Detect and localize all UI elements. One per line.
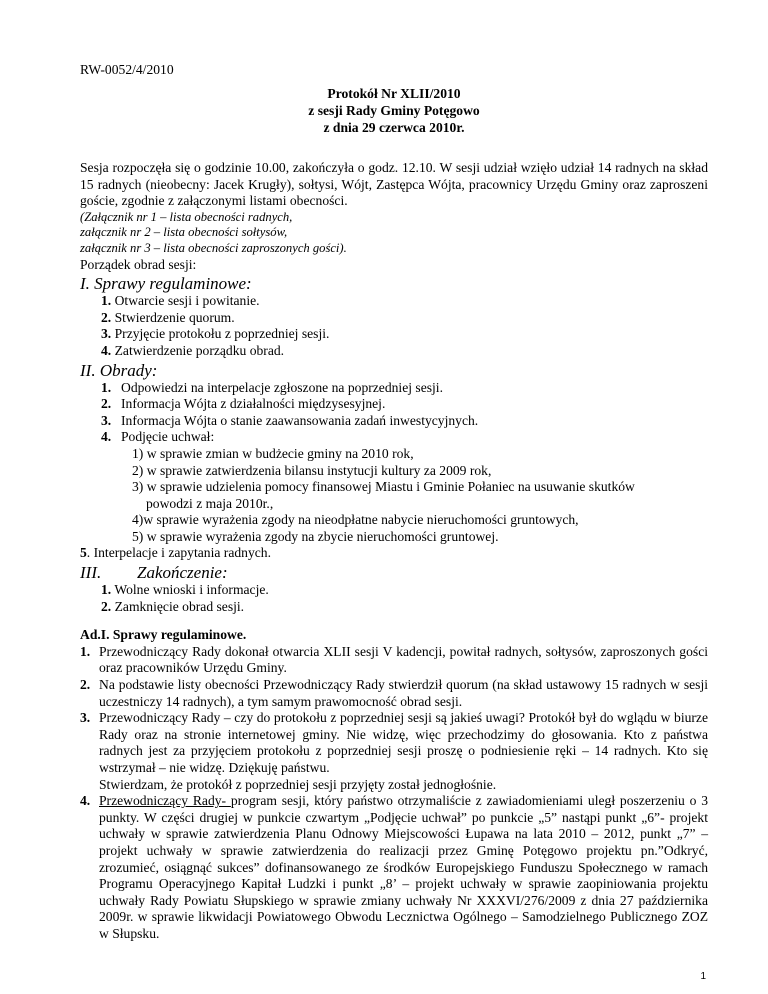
agenda-label: Porządek obrad sesji: (80, 256, 197, 272)
list-item: 3. Informacja Wójta o stanie zaawansowania zadań inwestycyjnych. (101, 412, 479, 428)
section-heading: III. Zakończenie: (80, 563, 228, 583)
sub-list-item: 3) w sprawie udzielenia pomocy finansowej Miastu i Gminie Połaniec na usuwanie skutków (132, 479, 635, 495)
document-body (80, 160, 708, 943)
list-item: 3. Przyjęcie protokołu z poprzedniej sesji. (101, 326, 330, 342)
list-item: 1. Odpowiedzi na interpelacje zgłoszone na poprzedniej sesji. (101, 379, 443, 395)
page-number: 1 (700, 971, 706, 982)
agenda-list (80, 380, 708, 446)
numbered-paragraph: 4. Przewodniczący Rady- program sesji, który państwo otrzymaliście z zawiadomieniami uległ poszerzeniu o 3 punkty. W części drugiej w punkcie czwartym „Podjęcie uchwał” po punkcie „5” nastąpi punkt „6”- projekt uchwały w sprawie zatwierdzenia Planu Odnowy Miejscowości Łupawa na lata 2010 – 2012, punkt „7” – projekt uchwały w sprawie zatwierdzenia do realizacji przez Gminę Potęgowo projektu pn.”Odkryć, zrozumieć, osiągnąć sukces” dofinansowanego ze środków Europejskiego Funduszu Społecznego w ramach Programu Operacyjnego Kapitał Ludzki i punkt „8’ – projekt uchwały w sprawie zaopiniowania projektu uchwały Rady Powiatu Słupskiego w sprawie zmiany uchwały Nr XXXVI/276/2009 z dnia 27 października 2009r. w sprawie likwidacji Powiatowego Obwodu Lecznictwa Ogólnego – Samodzielnego Publicznego ZOZ w Słupsku. (80, 793, 708, 941)
sub-list-item: 2) w sprawie zatwierdzenia bilansu instytucji kultury za 2009 rok, (132, 462, 492, 478)
sub-list-item: 1) w sprawie zmian w budżecie gminy na 2010 rok, (132, 445, 414, 461)
section-heading: II. Obrady: (80, 360, 158, 380)
list-item: 4. Podjęcie uchwał: (101, 429, 215, 445)
title-line: z dnia 29 czerwca 2010r. (323, 119, 465, 135)
attachment-note: załącznik nr 2 – lista obecności sołtysów, (80, 225, 288, 240)
list-item: 5. Interpelacje i zapytania radnych. (80, 545, 271, 561)
attachment-note: załącznik nr 3 – lista obecności zaproszonych gości). (80, 240, 347, 255)
document-reference: RW-0052/4/2010 (80, 62, 174, 77)
intro-paragraph: Sesja rozpoczęła się o godzinie 10.00, zakończyła o godz. 12.10. W sesji udział wzięło udział 14 radnych na skład 15 radnych (nieobecny: Jacek Krugły), sołtysi, Wójt, Zastępca Wójta, pracownicy Urzędu Gminy oraz zaproszeni goście, zgodnie z załączonymi listami obecności. (80, 160, 708, 209)
list-item: 2. Zamknięcie obrad sesji. (101, 598, 245, 614)
numbered-paragraph: 2. Na podstawie listy obecności Przewodniczący Rady stwierdził quorum (na skład ustawowy 15 radnych w sesji uczestniczy 14 radnych), a tym samym prawomocność obrad sesji. (80, 677, 708, 709)
sub-list-item: powodzi z maja 2010r., (146, 495, 274, 511)
section-heading: Ad.I. Sprawy regulaminowe. (80, 627, 247, 643)
list-item: 4. Zatwierdzenie porządku obrad. (101, 342, 285, 358)
document-title (0, 86, 768, 136)
agenda-list (80, 582, 708, 615)
list-item: 1. Otwarcie sesji i powitanie. (101, 293, 260, 309)
numbered-paragraph: 1. Przewodniczący Rady dokonał otwarcia XLII sesji V kadencji, powitał radnych, sołtysów, zaproszonych gości oraz pracowników Urzędu Gminy. (80, 643, 708, 676)
attachment-note: (Załącznik nr 1 – lista obecności radnych, (80, 209, 293, 224)
sub-list-item: 5) w sprawie wyrażenia zgody na zbycie nieruchomości gruntowej. (132, 528, 499, 544)
list-item: 2. Stwierdzenie quorum. (101, 309, 235, 325)
title-line: Protokół Nr XLII/2010 (327, 86, 461, 101)
list-item: 2. Informacja Wójta z działalności międzysesyjnej. (101, 396, 386, 412)
numbered-paragraph: 3. Przewodniczący Rady – czy do protokołu z poprzedniej sesji są jakieś uwagi? Protokół był do wglądu w biurze Rady oraz na stronie internetowej gminy. Nie widzę, więc przechodzimy do głosowania. Kto z państwa radnych jest za przyjęciem protokołu z poprzedniej sesji proszę o podniesienie ręki – 14 radnych. Kto się wstrzymał – nie widzę. Dziękuję państwu. Stwierdzam, że protokół z poprzedniej sesji przyjęty został jednogłośnie. (80, 710, 708, 792)
agenda-list (80, 293, 708, 359)
title-line: z sesji Rady Gminy Potęgowo (308, 102, 480, 118)
list-item: 1. Wolne wnioski i informacje. (101, 582, 269, 598)
sub-list-item: 4)w sprawie wyrażenia zgody na nieodpłatne nabycie nieruchomości gruntowych, (132, 512, 579, 528)
section-heading: I. Sprawy regulaminowe: (80, 274, 252, 294)
